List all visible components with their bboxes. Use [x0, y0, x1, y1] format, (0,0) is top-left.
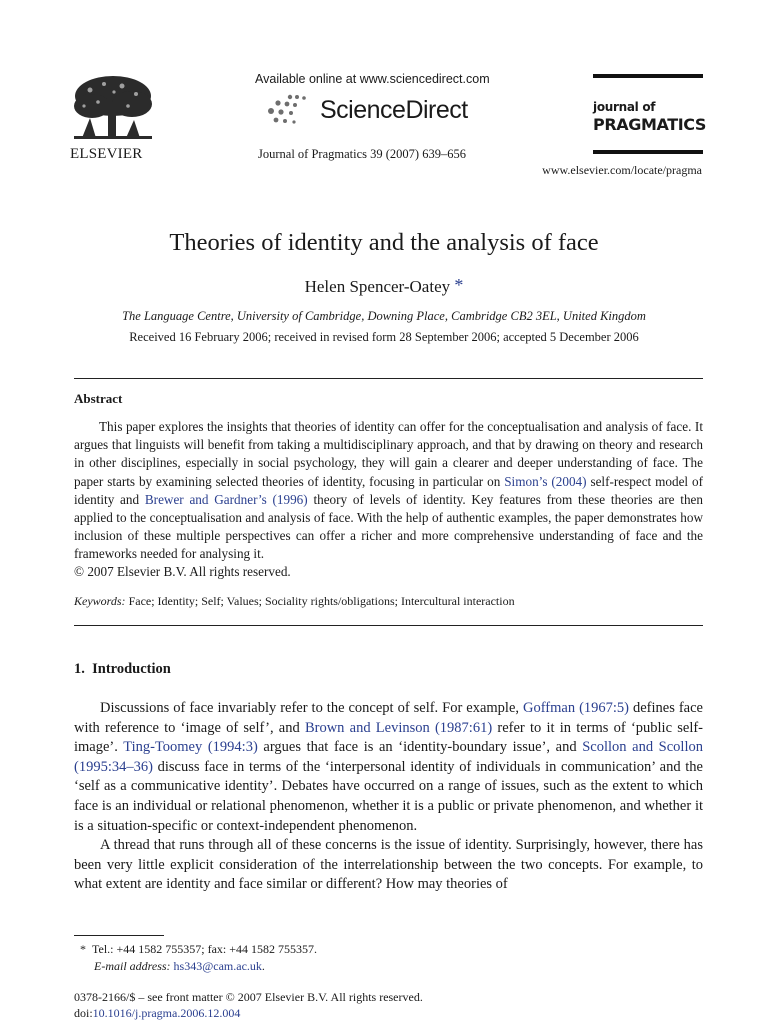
ref-brewer-gardner-1996[interactable]: Brewer and Gardner’s (1996): [144, 491, 308, 507]
section-heading-introduction: 1. Introduction: [74, 661, 171, 677]
intro-paragraph-2: A thread that runs through all of these concerns is the issue of identity. Surprisingly, however, there has been very little explicit consideration of the interrelationship between the two concepts. For example, to what extent are identity and face similar or different? How may theories of: [74, 837, 703, 893]
footnote-email: E-mail address: hs343@cam.ac.uk.: [94, 959, 265, 973]
abstract-copyright: © 2007 Elsevier B.V. All rights reserved.: [74, 564, 291, 579]
journal-name-line2: PRAGMATICS: [593, 115, 707, 134]
ref-ting-toomey-1994[interactable]: Ting-Toomey (1994:3): [123, 739, 258, 756]
sciencedirect-dots-logo: [266, 93, 308, 127]
author-footnote-link[interactable]: *: [454, 275, 464, 295]
doi-link[interactable]: 10.1016/j.pragma.2006.12.004: [92, 1006, 241, 1020]
ref-goffman-1967[interactable]: Goffman (1967:5): [523, 700, 630, 716]
journal-rule-bottom: [593, 150, 703, 154]
ref-simon-2004[interactable]: Simon’s (2004): [504, 473, 587, 489]
abstract-heading: Abstract: [74, 391, 123, 406]
available-online-text: Available online at www.sciencedirect.com: [255, 72, 490, 86]
abstract-text: This paper explores the insights that theories of identity can offer for the conceptualisation and analysis of face. It argues that linguists will benefit from taking a multidisciplinary approach, and that by drawing on theory and research in other disciplines, especially in social psychology, they will gain a clearer and deeper understanding of face. The paper starts by examining selected theories of identity, focusing in particular on Simon’s (2004) self-respect model of identity and Brewer and Gardner’s (1996) theory of levels of identity. Key features from these theories are then applied to the conceptualisation and analysis of face. With the help of authentic examples, the paper demonstrates how inclusion of these multiple perspectives can offer a richer and more comprehensive understanding of face and the frameworks needed for analysing it.: [74, 419, 703, 562]
sciencedirect-wordmark: ScienceDirect: [320, 96, 468, 124]
author-line: [0, 275, 768, 297]
author-name: Helen Spencer-Oatey: [304, 277, 451, 296]
footnote-rule: [74, 935, 164, 936]
divider-top: [74, 378, 703, 379]
doi-line: doi:10.1016/j.pragma.2006.12.004: [74, 1006, 241, 1020]
email-link[interactable]: hs343@cam.ac.uk: [173, 959, 262, 973]
author-affiliation: The Language Centre, University of Cambridge, Downing Place, Cambridge CB2 3EL, United Kingdom: [122, 309, 646, 323]
footnote-contact: * Tel.: +44 1582 755357; fax: +44 1582 755357.: [80, 942, 318, 956]
elsevier-tree-logo: [70, 72, 156, 146]
journal-url[interactable]: www.elsevier.com/locate/pragma: [542, 163, 702, 177]
divider-bottom: [74, 625, 703, 626]
keywords-label: Keywords:: [74, 594, 126, 608]
front-matter-line: 0378-2166/$ – see front matter © 2007 Elsevier B.V. All rights reserved.: [74, 990, 423, 1004]
journal-name-line1: journal of: [593, 100, 656, 114]
article-title: Theories of identity and the analysis of face: [169, 229, 599, 256]
ref-brown-levinson-1987[interactable]: Brown and Levinson (1987:61): [304, 719, 493, 736]
journal-rule-top: [593, 74, 703, 78]
intro-paragraph-1: Discussions of face invariably refer to the concept of self. For example, Goffman (1967:5) defines face with reference to ‘image of self’, and Brown and Levinson (1987:61) refer to it in terms of ‘public self-image’. Ting-Toomey (1994:3) argues that face is an ‘identity-boundary issue’, and Scollon and Scollon (1995:34–36) discuss face in terms of the ‘interpersonal identity of individuals in communication’ and the ‘self as a communicative identity’. Debates have occurred on a range of issues, such as the extent to which face is an individual or relational phenomenon, whether it is a public or private phenomenon, and whether it is a situation-specific or context-independent phenomenon.: [74, 700, 704, 834]
article-dates: Received 16 February 2006; received in revised form 28 September 2006; accepted 5 December 2006: [129, 330, 639, 344]
keywords-list: Face; Identity; Self; Values; Sociality rights/obligations; Intercultural interaction: [128, 594, 515, 608]
journal-citation: Journal of Pragmatics 39 (2007) 639–656: [258, 147, 466, 161]
keywords-line: [74, 594, 515, 609]
publisher-name: ELSEVIER: [70, 146, 143, 162]
introduction-body: [74, 699, 703, 895]
ref-scollon-1995[interactable]: Scollon and Scollon (1995:34–36): [74, 739, 703, 775]
